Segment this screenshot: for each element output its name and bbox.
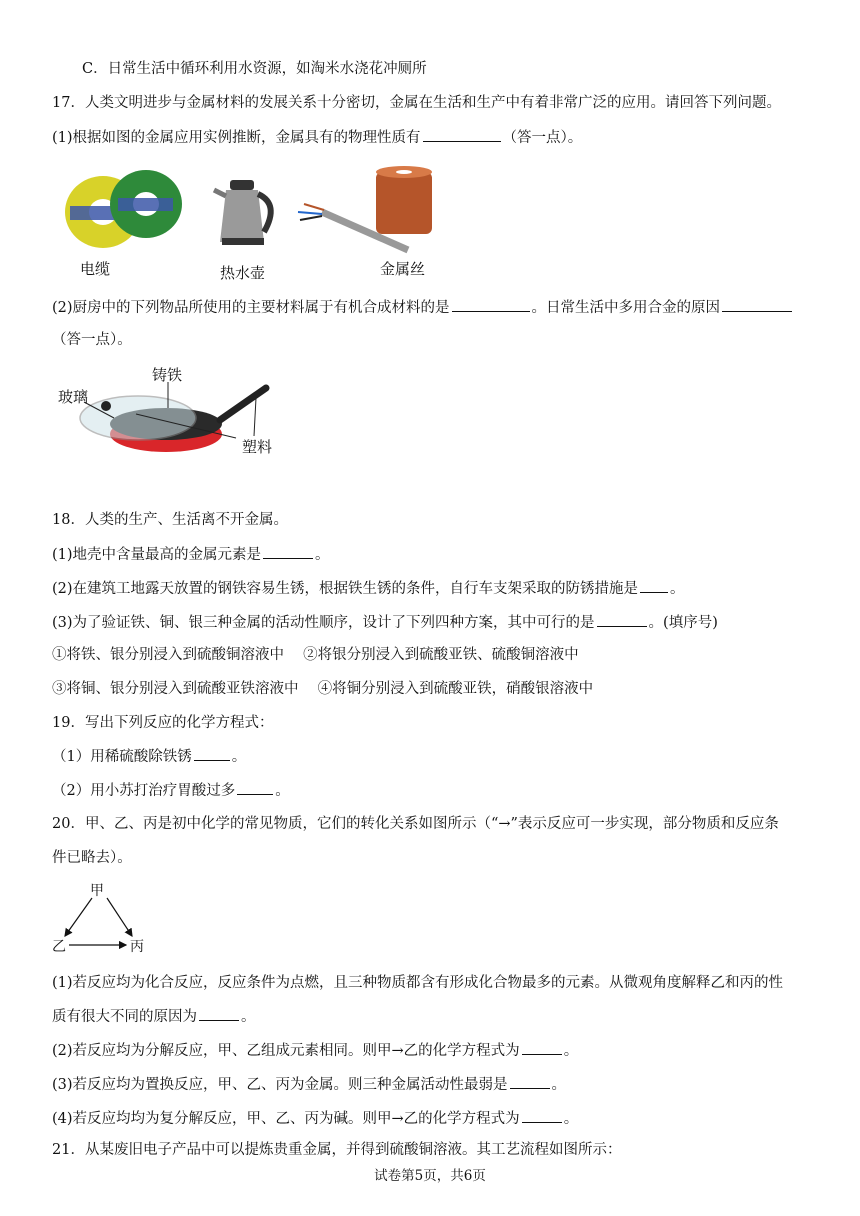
glass-label: 玻璃 [58, 388, 89, 406]
metal-application-figure [58, 160, 458, 284]
q20-title: 20．甲、乙、丙是初中化学的常见物质，它们的转化关系如图所示（“→”表示反应可一步实现，部分物质和反应条 [52, 816, 779, 832]
q20-part1-cont: 质有很大不同的原因为 。 [52, 1006, 256, 1027]
cable-image [65, 170, 182, 248]
answer-blank[interactable] [237, 780, 273, 795]
node-jia: 甲 [90, 883, 104, 899]
kettle-caption: 热水壶 [220, 264, 266, 282]
plastic-label: 塑料 [242, 438, 273, 456]
answer-blank[interactable] [452, 297, 530, 312]
answer-blank[interactable] [640, 578, 668, 593]
answer-blank[interactable] [510, 1074, 550, 1089]
q18-part1: (1)地壳中含量最高的金属元素是 。 [52, 544, 330, 565]
q21-title: 21．从某废旧电子产品中可以提炼贵重金属，并得到硫酸铜溶液。其工艺流程如图所示： [52, 1142, 622, 1158]
q19-part1: （1）用稀硫酸除铁锈 。 [52, 746, 246, 767]
q18-part2: (2)在建筑工地露天放置的钢铁容易生锈，根据铁生锈的条件，自行车支架采取的防锈措施是 。 [52, 578, 685, 599]
page-footer: 试卷第5页，共6页 [374, 1168, 486, 1184]
q20-part1: (1)若反应均为化合反应，反应条件为点燃，且三种物质都含有形成化合物最多的元素。从微观角度解释乙和丙的性 [52, 975, 784, 991]
node-yi: 乙 [52, 939, 66, 955]
q18-title: 18．人类的生产、生活离不开金属。 [52, 512, 288, 528]
q18-part3: (3)为了验证铁、铜、银三种金属的活动性顺序，设计了下列四种方案，其中可行的是 。(填序号) [52, 612, 718, 633]
q19-title: 19．写出下列反应的化学方程式： [52, 715, 274, 731]
node-bing: 丙 [130, 939, 144, 955]
frying-pan-figure [56, 362, 286, 462]
q17-part1: (1)根据如图的金属应用实例推断，金属具有的物理性质有 （答一点）。 [52, 127, 582, 148]
q20-part3: (3)若反应均为置换反应，甲、乙、丙为金属。则三种金属活动性最弱是 。 [52, 1074, 566, 1095]
kettle-image [214, 180, 271, 245]
q18-options-1-2: ①将铁、银分别浸入到硫酸铜溶液中 ②将银分别浸入到硫酸亚铁、硫酸铜溶液中 [52, 647, 579, 663]
option-c: C．日常生活中循环利用水资源，如淘米水浇花冲厕所 [82, 61, 427, 77]
answer-blank[interactable] [522, 1108, 562, 1123]
wire-caption: 金属丝 [380, 260, 426, 278]
cast-iron-label: 铸铁 [152, 366, 183, 384]
q19-part2: （2）用小苏打治疗胃酸过多 。 [52, 780, 290, 801]
answer-blank[interactable] [522, 1040, 562, 1055]
q17-part2-cont: （答一点）。 [52, 332, 132, 348]
q20-part2: (2)若反应均为分解反应，甲、乙组成元素相同。则甲→乙的化学方程式为 。 [52, 1040, 578, 1061]
cable-caption: 电缆 [80, 260, 111, 278]
q17-title: 17．人类文明进步与金属材料的发展关系十分密切，金属在生活和生产中有着非常广泛的应用。请回答下列问题。 [52, 95, 781, 111]
wire-image [298, 166, 432, 250]
answer-blank[interactable] [263, 544, 313, 559]
answer-blank[interactable] [722, 297, 792, 312]
q18-options-3-4: ③将铜、银分别浸入到硫酸亚铁溶液中 ④将铜分别浸入到硫酸亚铁，硝酸银溶液中 [52, 681, 594, 697]
answer-blank[interactable] [194, 746, 230, 761]
q20-title-cont: 件已略去）。 [52, 850, 132, 866]
q17-part2: (2)厨房中的下列物品所使用的主要材料属于有机合成材料的是 。日常生活中多用合金的原因 [52, 297, 794, 318]
q20-part4: (4)若反应均均为复分解反应，甲、乙、丙为碱。则甲→乙的化学方程式为 。 [52, 1108, 578, 1129]
answer-blank[interactable] [423, 127, 501, 142]
conversion-diagram [52, 880, 152, 954]
answer-blank[interactable] [597, 612, 647, 627]
answer-blank[interactable] [199, 1006, 239, 1021]
